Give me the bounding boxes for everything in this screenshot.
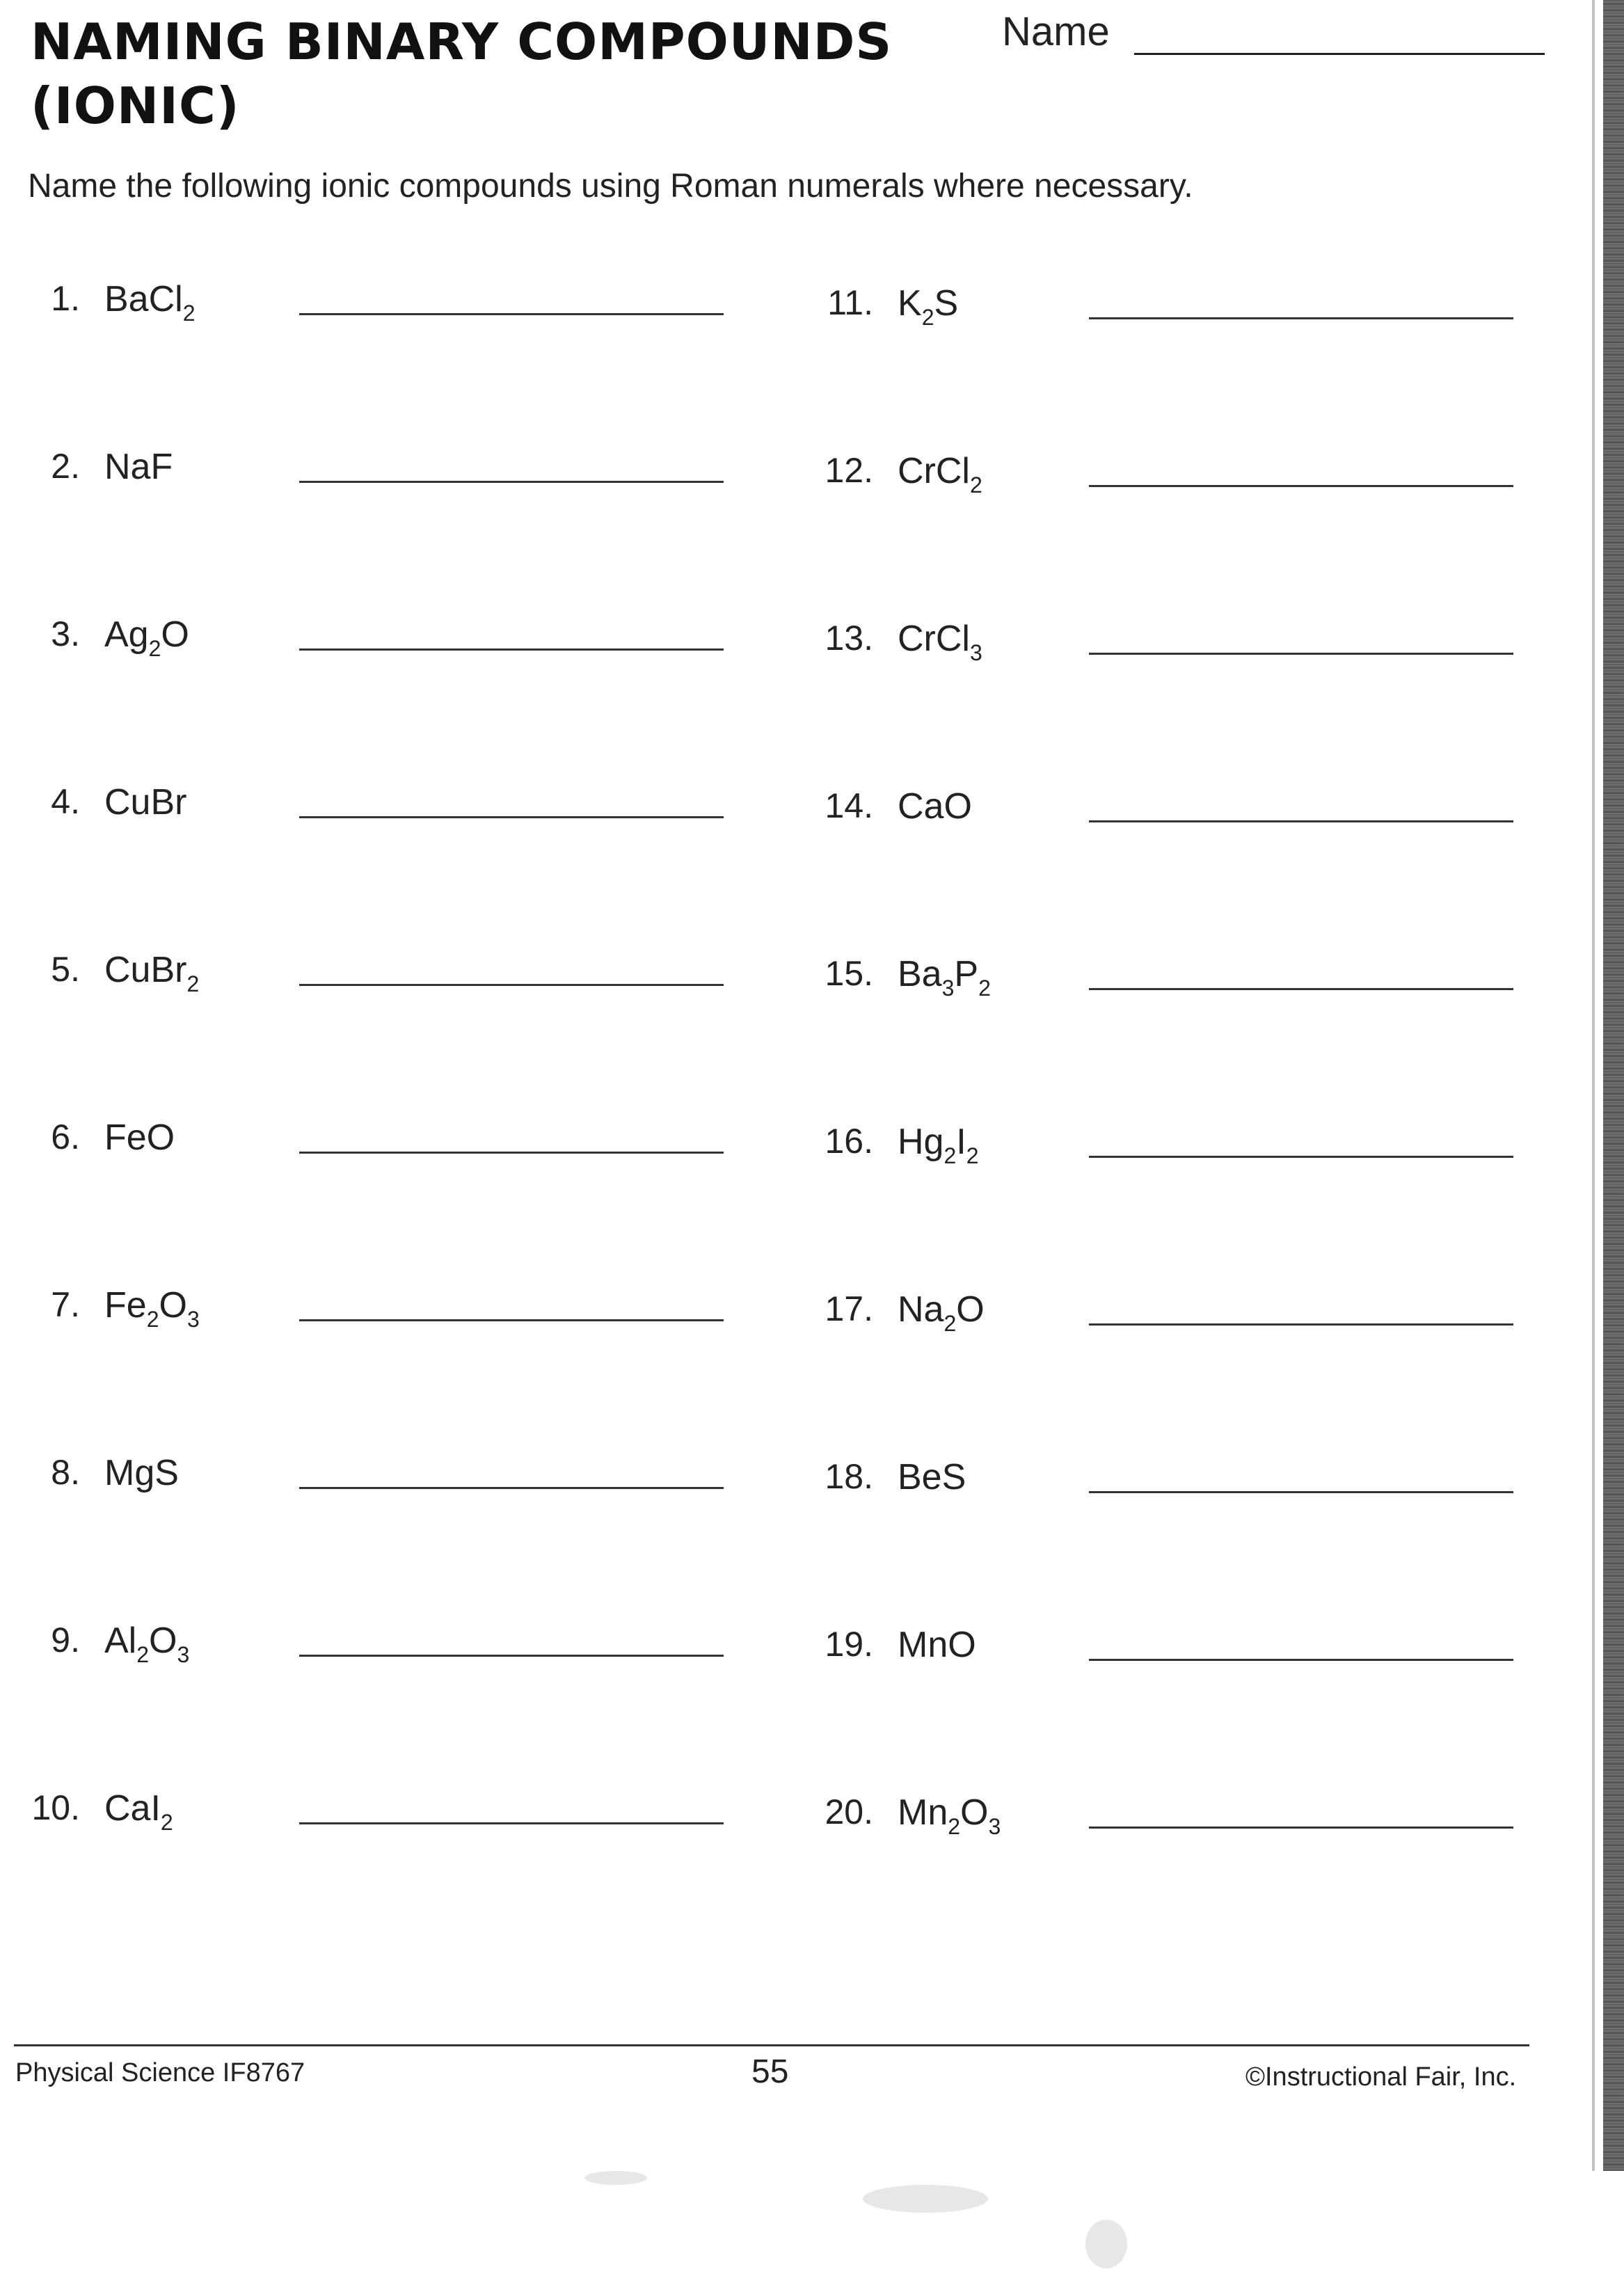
- subscript: 3: [969, 640, 982, 665]
- element-symbol: CrCl: [898, 619, 970, 659]
- answer-line[interactable]: [1089, 1827, 1513, 1829]
- element-symbol: O: [149, 1621, 177, 1661]
- name-label: Name: [1002, 9, 1110, 54]
- compound-item: [0, 1624, 1531, 1680]
- chemical-formula: [898, 618, 982, 665]
- scan-smudge: [1085, 2220, 1127, 2268]
- element-symbol: Cl: [148, 279, 183, 319]
- item-number: 3.: [51, 614, 80, 653]
- item-number: 10.: [31, 1788, 80, 1827]
- element-symbol: CuBr: [104, 950, 187, 990]
- subscript: 2: [966, 1143, 979, 1168]
- chemical-formula: [898, 282, 959, 330]
- element-symbol: CaO: [898, 786, 972, 827]
- element-symbol: Fe: [104, 1285, 147, 1326]
- item-number: 8.: [51, 1453, 80, 1492]
- chemical-formula: [898, 786, 972, 827]
- chemical-formula: [898, 1456, 966, 1498]
- element-symbol: NaF: [104, 447, 173, 487]
- answer-line[interactable]: [1089, 1323, 1513, 1326]
- element-symbol: Hg: [898, 1122, 944, 1162]
- element-symbol: K: [898, 283, 922, 324]
- item-number: 9.: [51, 1621, 80, 1660]
- element-symbol: Na: [898, 1289, 944, 1330]
- chemical-formula: [898, 1624, 976, 1666]
- subscript: 2: [148, 636, 161, 661]
- answer-line[interactable]: [1089, 653, 1513, 655]
- subscript: 2: [136, 1642, 150, 1667]
- answer-line[interactable]: [1089, 1491, 1513, 1493]
- item-number: 2.: [51, 447, 80, 486]
- chemical-formula: [898, 1792, 1001, 1839]
- element-symbol: Mn: [898, 1792, 948, 1833]
- element-symbol: O: [159, 1285, 187, 1326]
- subscript: 3: [186, 1307, 200, 1332]
- instructions: Name the following ionic compounds using Roman numerals where necessary.: [28, 168, 1193, 205]
- answer-line[interactable]: [1089, 1156, 1513, 1158]
- item-number: 19.: [825, 1625, 873, 1664]
- scan-edge-shadow: [1592, 0, 1595, 2171]
- element-symbol: Ba: [104, 279, 149, 319]
- name-answer-line[interactable]: [1134, 53, 1545, 55]
- element-symbol: BeS: [898, 1457, 966, 1497]
- compound-item: [0, 282, 1531, 338]
- element-symbol: S: [934, 283, 959, 324]
- title-line-1: NAMING BINARY COMPOUNDS: [31, 13, 893, 71]
- subscript: 3: [988, 1814, 1001, 1839]
- element-symbol: O: [960, 1792, 989, 1833]
- subscript: 2: [978, 976, 991, 1001]
- answer-line[interactable]: [1089, 1659, 1513, 1661]
- title-line-2: (IONIC): [31, 77, 240, 135]
- element-symbol: CrCl: [898, 451, 970, 491]
- element-symbol: I: [956, 1122, 966, 1162]
- element-symbol: CuBr: [104, 782, 187, 822]
- answer-line[interactable]: [1089, 485, 1513, 487]
- element-symbol: Al: [104, 1621, 137, 1661]
- element-symbol: MnO: [898, 1625, 976, 1665]
- worksheet-title: [31, 10, 935, 138]
- answer-line[interactable]: [1089, 317, 1513, 319]
- compound-item: [0, 1121, 1531, 1177]
- scan-smudge: [863, 2185, 988, 2213]
- subscript: 2: [944, 1143, 957, 1168]
- item-number: 20.: [825, 1792, 873, 1831]
- element-symbol: O: [956, 1289, 985, 1330]
- subscript: 2: [160, 1810, 173, 1835]
- subscript: 2: [948, 1814, 961, 1839]
- item-number: 17.: [825, 1289, 873, 1328]
- compound-item: [0, 450, 1531, 506]
- element-symbol: CaI: [104, 1788, 161, 1829]
- item-number: 13.: [825, 619, 873, 658]
- item-number: 14.: [825, 786, 873, 825]
- compound-item: [0, 1792, 1531, 1847]
- chemical-formula: [898, 1121, 979, 1168]
- subscript: 2: [944, 1311, 957, 1336]
- item-number: 6.: [51, 1117, 80, 1156]
- footer-page-number: 55: [751, 2053, 789, 2090]
- subscript: 2: [146, 1307, 159, 1332]
- footer-book-code: Physical Science IF8767: [15, 2058, 305, 2087]
- item-number: 4.: [51, 782, 80, 821]
- subscript: 2: [969, 472, 982, 498]
- footer-rule: [14, 2044, 1529, 2046]
- compound-item: [0, 953, 1531, 1009]
- scan-smudge: [584, 2171, 647, 2185]
- item-number: 1.: [51, 279, 80, 318]
- element-symbol: Ag: [104, 614, 149, 655]
- item-number: 15.: [825, 954, 873, 993]
- compound-item: [0, 786, 1531, 841]
- item-number: 5.: [51, 950, 80, 989]
- item-number: 12.: [825, 451, 873, 490]
- element-symbol: MgS: [104, 1453, 179, 1493]
- element-symbol: FeO: [104, 1117, 175, 1158]
- chemical-formula: [898, 450, 982, 498]
- subscript: 2: [186, 971, 200, 996]
- subscript: 3: [941, 976, 955, 1001]
- item-number: 16.: [825, 1122, 873, 1161]
- subscript: 2: [921, 305, 934, 330]
- item-number: 11.: [827, 283, 873, 322]
- compound-item: [0, 1456, 1531, 1512]
- answer-line[interactable]: [1089, 988, 1513, 990]
- item-number: 18.: [825, 1457, 873, 1496]
- scan-binding-edge: [1603, 0, 1624, 2171]
- compound-item: [0, 1289, 1531, 1344]
- element-symbol: O: [161, 614, 189, 655]
- element-symbol: P: [954, 954, 979, 994]
- item-number: 7.: [51, 1285, 80, 1324]
- answer-line[interactable]: [1089, 820, 1513, 822]
- compound-item: [0, 618, 1531, 674]
- chemical-formula: [898, 1289, 985, 1336]
- chemical-formula: [898, 953, 991, 1001]
- element-symbol: Ba: [898, 954, 942, 994]
- subscript: 3: [177, 1642, 190, 1667]
- footer-copyright: ©Instructional Fair, Inc.: [1245, 2062, 1517, 2092]
- subscript: 2: [182, 301, 196, 326]
